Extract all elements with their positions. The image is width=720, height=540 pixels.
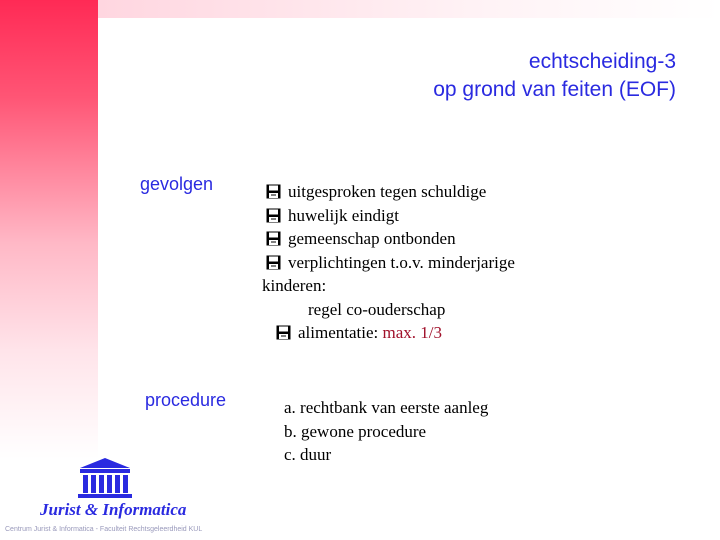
floppy-disk-icon bbox=[266, 251, 288, 275]
gevolgen-list bbox=[262, 180, 622, 345]
floppy-disk-icon bbox=[266, 180, 288, 204]
floppy-disk-icon bbox=[276, 321, 298, 345]
gevolg-text: huwelijk eindigt bbox=[288, 205, 399, 225]
list-item bbox=[262, 180, 622, 204]
logo-text: Jurist & Informatica bbox=[40, 500, 187, 519]
footer-text: Centrum Jurist & Informatica - Faculteit Rechtsgeleerdheid KUL bbox=[5, 526, 203, 533]
alimentatie-label: alimentatie: bbox=[298, 323, 379, 342]
label-gevolgen: gevolgen bbox=[140, 174, 214, 194]
continuation-text: kinderen: bbox=[262, 276, 327, 295]
gevolg-text: gemeenschap ontbonden bbox=[288, 229, 456, 248]
list-item bbox=[262, 227, 622, 251]
alimentatie-value: max. 1/3 bbox=[382, 323, 442, 342]
label-procedure: procedure bbox=[145, 390, 227, 410]
floppy-disk-icon bbox=[266, 204, 288, 228]
decorative-top-bar bbox=[98, 0, 720, 18]
list-item: b. gewone procedure bbox=[284, 421, 427, 441]
slide-title bbox=[116, 48, 676, 104]
list-item bbox=[262, 251, 622, 275]
gevolg-text: verplichtingen t.o.v. minderjarige bbox=[288, 252, 515, 272]
list-item: a. rechtbank van eerste aanleg bbox=[284, 398, 489, 417]
procedure-list bbox=[284, 396, 488, 467]
title-line-2: op grond van feiten (EOF) bbox=[433, 78, 676, 101]
title-line-1: echtscheiding-3 bbox=[528, 50, 676, 73]
sub-item: regel co-ouderschap bbox=[308, 299, 446, 319]
gevolg-text: uitgesproken tegen schuldige bbox=[288, 182, 487, 201]
list-item bbox=[262, 321, 622, 345]
list-item: c. duur bbox=[284, 445, 332, 464]
floppy-disk-icon bbox=[266, 227, 288, 251]
list-item bbox=[262, 204, 622, 228]
